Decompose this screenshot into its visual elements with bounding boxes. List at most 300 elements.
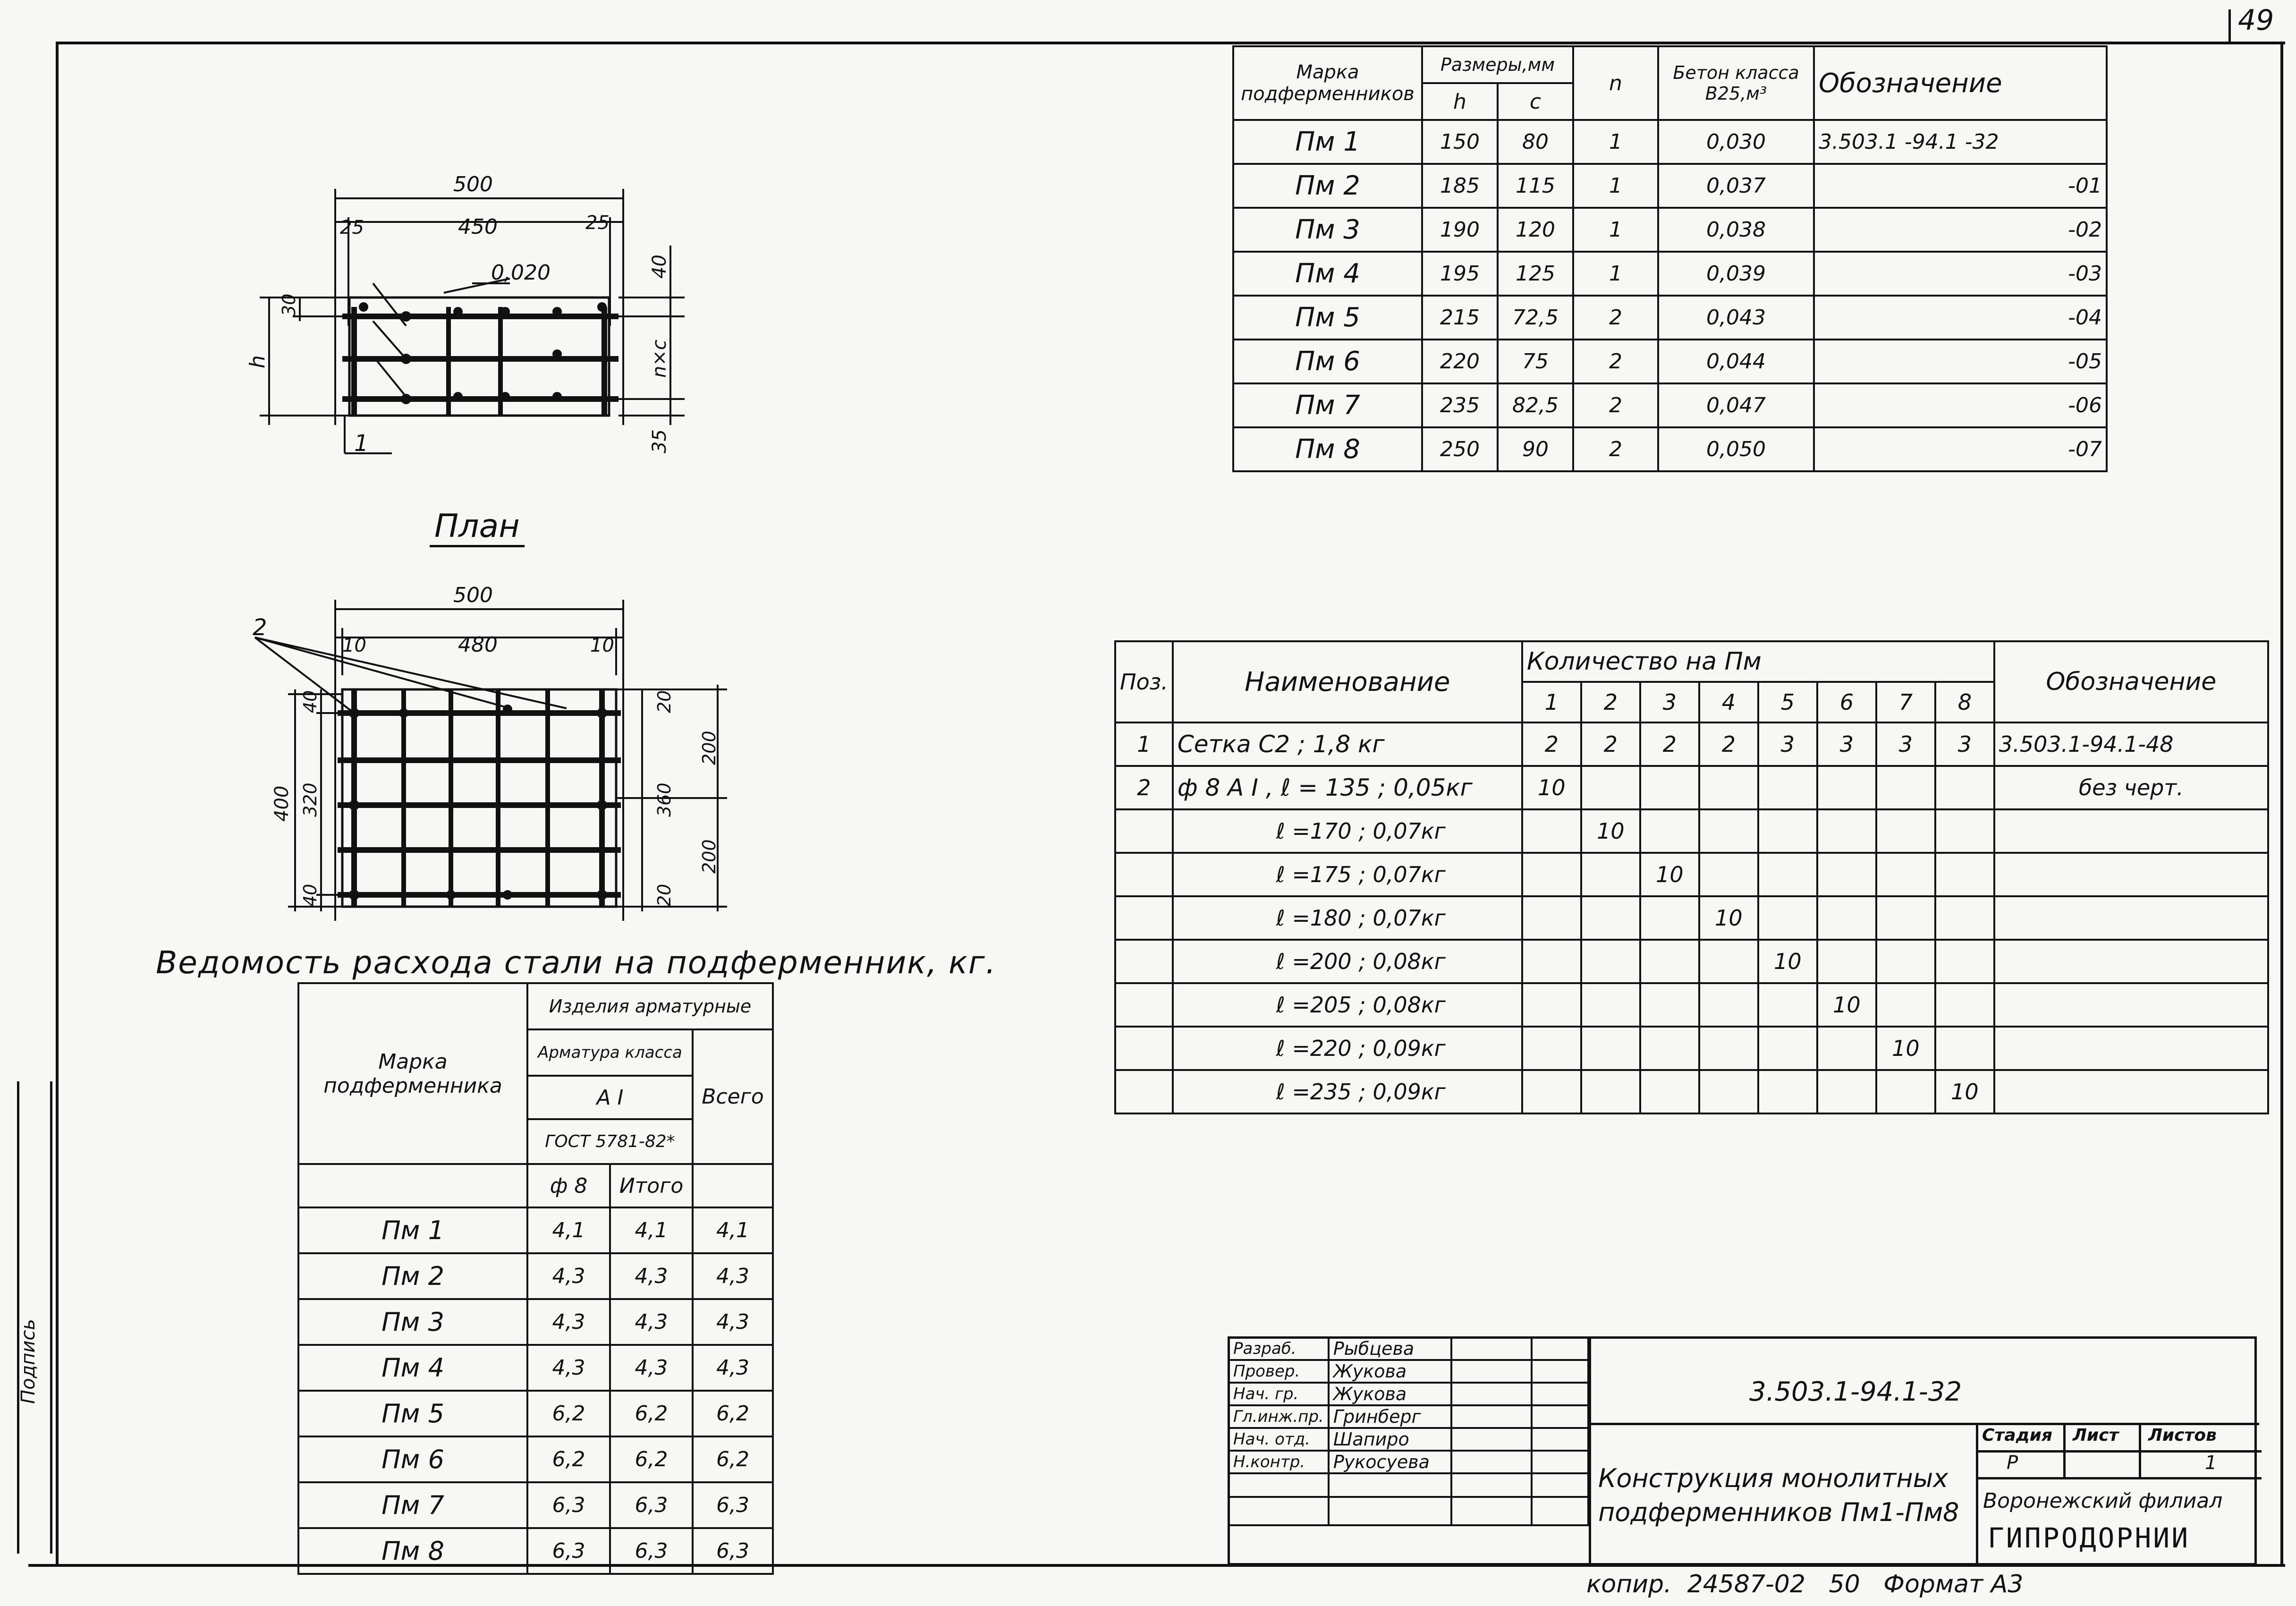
signer-role: Разраб. — [1228, 1337, 1329, 1360]
steel-cell-tot: 6,3 — [610, 1528, 693, 1574]
sizes-cell-mark: Пм 5 — [1233, 296, 1422, 340]
signer-name: Жукова — [1329, 1383, 1451, 1405]
signer-date — [1532, 1360, 1588, 1383]
sizes-h-h: h — [1422, 83, 1498, 120]
sizes-cell-n: 2 — [1573, 427, 1658, 471]
binding-strip-line2 — [50, 1081, 52, 1554]
steel-h-rebar: Арматура класса — [527, 1029, 693, 1076]
sizes-cell-desig: -01 — [1814, 164, 2107, 208]
signer-signature — [1451, 1405, 1532, 1428]
spec-cell-qty — [1935, 1027, 1994, 1070]
steel-cell-all: 4,1 — [693, 1207, 773, 1253]
spec-cell-desig — [1994, 896, 2268, 940]
spec-cell-qty — [1522, 940, 1581, 983]
spec-cell-pos — [1115, 809, 1173, 853]
signer-date — [1532, 1405, 1588, 1428]
sizes-cell-mark: Пм 3 — [1233, 208, 1422, 252]
sizes-cell-c: 72,5 — [1498, 296, 1573, 340]
steel-cell-tot: 4,3 — [610, 1299, 693, 1345]
steel-cell-tot: 6,2 — [610, 1391, 693, 1436]
spec-col-header: 7 — [1876, 682, 1935, 722]
signer-signature — [1451, 1337, 1532, 1360]
signer-name: Шапиро — [1329, 1428, 1451, 1451]
signer-role: Нач. отд. — [1228, 1428, 1329, 1451]
sizes-h-c: c — [1498, 83, 1573, 120]
spec-cell-qty — [1817, 853, 1876, 896]
spec-cell-pos — [1115, 940, 1173, 983]
sect-elev: 0,020 — [491, 261, 551, 285]
plan-dim-right: 10 — [590, 635, 614, 656]
sizes-cell-h: 185 — [1422, 164, 1498, 208]
spec-h-pos: Поз. — [1115, 641, 1173, 722]
sizes-h-concrete: Бетон класса В25,м³ — [1658, 46, 1814, 120]
signer-role: Провер. — [1228, 1360, 1329, 1383]
tb-stage-hl2 — [1978, 1477, 2262, 1479]
sizes-cell-n: 2 — [1573, 296, 1658, 340]
spec-cell-qty — [1640, 983, 1699, 1027]
signer-row — [1228, 1337, 1588, 1360]
spec-cell-name: ℓ =235 ; 0,09кг — [1173, 1070, 1522, 1113]
steel-table — [297, 982, 774, 1575]
plan-dim-middle: 480 — [458, 633, 498, 657]
plan-title: План — [430, 508, 525, 547]
spec-cell-qty — [1876, 896, 1935, 940]
spec-cell-name: Сетка С2 ; 1,8 кг — [1173, 722, 1522, 766]
steel-cell-phi: 4,3 — [527, 1299, 610, 1345]
tb-org2: ГИПРОДОРНИИ — [1988, 1522, 2190, 1554]
spec-cell-qty — [1758, 1027, 1817, 1070]
steel-cell-tot: 6,2 — [610, 1436, 693, 1482]
spec-cell-qty — [1522, 809, 1581, 853]
signer-row — [1228, 1405, 1588, 1428]
sizes-h-n: n — [1573, 46, 1658, 120]
spec-cell-qty: 10 — [1699, 896, 1758, 940]
spec-h-desig: Обозначение — [1994, 641, 2268, 722]
spec-cell-qty — [1699, 940, 1758, 983]
spec-row — [1115, 809, 2268, 853]
spec-cell-desig: без черт. — [1994, 766, 2268, 809]
section-drawing — [217, 170, 737, 472]
spec-col-header: 4 — [1699, 682, 1758, 722]
plan-left-total: 400 — [271, 785, 293, 822]
steel-cell-phi: 4,3 — [527, 1253, 610, 1299]
sizes-h-mark: Марка подферменников — [1233, 46, 1422, 120]
spec-col-header: 1 — [1522, 682, 1581, 722]
steel-cell-phi: 4,1 — [527, 1207, 610, 1253]
sizes-cell-conc: 0,050 — [1658, 427, 1814, 471]
spec-cell-qty — [1522, 853, 1581, 896]
sizes-cell-desig: -02 — [1814, 208, 2107, 252]
steel-row — [298, 1391, 773, 1436]
sizes-cell-c: 90 — [1498, 427, 1573, 471]
spec-cell-qty: 2 — [1522, 722, 1581, 766]
steel-cell-mark: Пм 5 — [298, 1391, 527, 1436]
spec-cell-qty — [1699, 1027, 1758, 1070]
signer-date — [1532, 1451, 1588, 1473]
spec-col-header: 3 — [1640, 682, 1699, 722]
spec-cell-qty: 3 — [1935, 722, 1994, 766]
tb-stage-hl1 — [1978, 1450, 2262, 1453]
plan-right-mid: 360 — [654, 782, 675, 817]
tb-stage-label: Стадия — [1982, 1426, 2052, 1445]
tb-sheets: 1 — [2205, 1452, 2217, 1474]
sizes-cell-mark: Пм 4 — [1233, 252, 1422, 296]
steel-cell-phi: 6,3 — [527, 1482, 610, 1528]
sect-dim-left: 25 — [340, 217, 364, 238]
tb-sheets-label: Листов — [2148, 1426, 2217, 1445]
steel-row — [298, 1482, 773, 1528]
steel-cell-mark: Пм 4 — [298, 1345, 527, 1391]
sect-dim-right-top: 40 — [649, 255, 670, 279]
spec-cell-qty — [1522, 896, 1581, 940]
signer-signature — [1451, 1451, 1532, 1473]
steel-cell-phi: 6,2 — [527, 1436, 610, 1482]
spec-cell-qty: 3 — [1758, 722, 1817, 766]
spec-cell-qty — [1640, 766, 1699, 809]
sizes-cell-c: 80 — [1498, 120, 1573, 164]
spec-cell-qty: 10 — [1581, 809, 1640, 853]
signer-row — [1228, 1383, 1588, 1405]
spec-h-name: Наименование — [1173, 641, 1522, 722]
sizes-row — [1233, 383, 2107, 427]
page-number: 49 — [2238, 4, 2274, 37]
sizes-cell-h: 235 — [1422, 383, 1498, 427]
signers-table — [1228, 1336, 1589, 1526]
signer-signature — [1451, 1383, 1532, 1405]
sizes-cell-h: 215 — [1422, 296, 1498, 340]
spec-h-qty: Количество на Пм — [1522, 641, 1994, 682]
spec-cell-pos: 1 — [1115, 722, 1173, 766]
steel-cell-mark: Пм 6 — [298, 1436, 527, 1482]
sect-label-1: 1 — [354, 430, 369, 457]
sizes-cell-n: 1 — [1573, 164, 1658, 208]
sizes-cell-mark: Пм 2 — [1233, 164, 1422, 208]
spec-cell-name: ℓ =175 ; 0,07кг — [1173, 853, 1522, 896]
plan-far-right-bot: 200 — [699, 839, 720, 874]
signer-row — [1228, 1451, 1588, 1473]
steel-cell-mark: Пм 8 — [298, 1528, 527, 1574]
spec-cell-qty — [1935, 853, 1994, 896]
sizes-cell-n: 1 — [1573, 120, 1658, 164]
spec-row — [1115, 766, 2268, 809]
spec-cell-qty — [1581, 1070, 1640, 1113]
spec-cell-qty — [1758, 983, 1817, 1027]
spec-cell-name: ℓ =205 ; 0,08кг — [1173, 983, 1522, 1027]
binding-strip-line — [17, 1081, 19, 1554]
steel-row — [298, 1299, 773, 1345]
signer-date — [1532, 1383, 1588, 1405]
spec-cell-pos: 2 — [1115, 766, 1173, 809]
sizes-cell-mark: Пм 8 — [1233, 427, 1422, 471]
spec-cell-qty — [1876, 940, 1935, 983]
spec-row — [1115, 1027, 2268, 1070]
signer-name: Жукова — [1329, 1360, 1451, 1383]
steel-h-blank — [298, 1164, 527, 1207]
sizes-cell-c: 115 — [1498, 164, 1573, 208]
tb-stage-box — [1976, 1423, 2262, 1565]
spec-cell-qty — [1640, 809, 1699, 853]
sect-dim-left-top: 30 — [279, 293, 299, 316]
plan-left-bot: 40 — [300, 884, 321, 907]
steel-cell-phi: 6,2 — [527, 1391, 610, 1436]
steel-cell-tot: 4,1 — [610, 1207, 693, 1253]
spec-cell-qty: 2 — [1640, 722, 1699, 766]
spec-cell-pos — [1115, 896, 1173, 940]
sizes-cell-h: 250 — [1422, 427, 1498, 471]
spec-cell-desig — [1994, 853, 2268, 896]
steel-h-blank2 — [693, 1164, 773, 1207]
sizes-cell-n: 2 — [1573, 383, 1658, 427]
steel-cell-tot: 6,3 — [610, 1482, 693, 1528]
sizes-cell-conc: 0,044 — [1658, 340, 1814, 383]
sizes-cell-h: 150 — [1422, 120, 1498, 164]
sect-dim-left-h: h — [246, 355, 270, 368]
steel-h-class: А I — [527, 1076, 693, 1119]
steel-row — [298, 1253, 773, 1299]
sizes-row — [1233, 208, 2107, 252]
spec-cell-name: ф 8 А I , ℓ = 135 ; 0,05кг — [1173, 766, 1522, 809]
steel-cell-all: 6,2 — [693, 1436, 773, 1482]
spec-cell-qty — [1758, 853, 1817, 896]
spec-cell-qty — [1817, 809, 1876, 853]
sizes-h-desig: Обозначение — [1814, 46, 2107, 120]
steel-h-total: Итого — [610, 1164, 693, 1207]
steel-cell-all: 4,3 — [693, 1253, 773, 1299]
spec-cell-name: ℓ =220 ; 0,09кг — [1173, 1027, 1522, 1070]
plan-right-bot: 20 — [654, 884, 675, 907]
steel-cell-tot: 4,3 — [610, 1345, 693, 1391]
spec-cell-qty — [1876, 1070, 1935, 1113]
spec-cell-qty — [1699, 809, 1758, 853]
spec-cell-qty — [1817, 1070, 1876, 1113]
steel-cell-mark: Пм 3 — [298, 1299, 527, 1345]
spec-cell-qty — [1699, 853, 1758, 896]
steel-row — [298, 1207, 773, 1253]
spec-cell-qty: 10 — [1817, 983, 1876, 1027]
steel-cell-tot: 4,3 — [610, 1253, 693, 1299]
sizes-cell-desig: -05 — [1814, 340, 2107, 383]
plan-drawing — [217, 581, 784, 930]
signer-row — [1228, 1360, 1588, 1383]
signer-name: Рыбцева — [1329, 1337, 1451, 1360]
steel-title: Ведомость расхода стали на подферменник, кг. — [156, 944, 997, 981]
steel-row — [298, 1528, 773, 1574]
steel-cell-all: 6,2 — [693, 1391, 773, 1436]
sizes-row — [1233, 296, 2107, 340]
sect-dim-middle: 450 — [458, 215, 498, 239]
sizes-cell-desig: 3.503.1 -94.1 -32 — [1814, 120, 2107, 164]
spec-cell-qty — [1935, 766, 1994, 809]
sizes-cell-n: 1 — [1573, 252, 1658, 296]
sizes-cell-n: 1 — [1573, 208, 1658, 252]
sect-dim-right: 25 — [585, 212, 610, 234]
spec-cell-qty — [1758, 1070, 1817, 1113]
frame-right — [2280, 42, 2283, 1567]
plan-label-2: 2 — [253, 614, 267, 641]
sizes-cell-conc: 0,047 — [1658, 383, 1814, 427]
plan-left-mid: 320 — [300, 782, 321, 817]
spec-cell-qty — [1935, 940, 1994, 983]
spec-col-header: 8 — [1935, 682, 1994, 722]
spec-cell-qty — [1581, 940, 1640, 983]
tb-stage-vl1 — [2063, 1423, 2066, 1477]
sizes-cell-conc: 0,030 — [1658, 120, 1814, 164]
signer-name: Рукосуева — [1329, 1451, 1451, 1473]
steel-cell-mark: Пм 1 — [298, 1207, 527, 1253]
tb-stage: Р — [2007, 1452, 2018, 1474]
steel-cell-mark: Пм 7 — [298, 1482, 527, 1528]
spec-table — [1114, 640, 2269, 1114]
spec-cell-qty — [1581, 766, 1640, 809]
sizes-cell-c: 120 — [1498, 208, 1573, 252]
spec-cell-qty — [1640, 1027, 1699, 1070]
spec-cell-qty — [1581, 853, 1640, 896]
signer-signature — [1451, 1428, 1532, 1451]
spec-cell-pos — [1115, 983, 1173, 1027]
spec-cell-qty — [1640, 896, 1699, 940]
spec-cell-desig: 3.503.1-94.1-48 — [1994, 722, 2268, 766]
spec-row — [1115, 896, 2268, 940]
plan-dim-left: 10 — [342, 635, 366, 656]
spec-cell-qty: 10 — [1758, 940, 1817, 983]
sizes-cell-c: 75 — [1498, 340, 1573, 383]
spec-row — [1115, 940, 2268, 983]
spec-cell-qty: 10 — [1522, 766, 1581, 809]
steel-cell-all: 6,3 — [693, 1528, 773, 1574]
spec-cell-qty: 3 — [1876, 722, 1935, 766]
signer-date — [1532, 1337, 1588, 1360]
sizes-cell-desig: -03 — [1814, 252, 2107, 296]
spec-cell-qty — [1640, 1070, 1699, 1113]
steel-h-phi: ф 8 — [527, 1164, 610, 1207]
spec-col-header: 6 — [1817, 682, 1876, 722]
signer-name: Гринберг — [1329, 1405, 1451, 1428]
plan-right-top: 20 — [654, 690, 675, 713]
footer-text: копир. 24587-02 50 Формат А3 — [1586, 1570, 2024, 1598]
spec-cell-qty — [1522, 1027, 1581, 1070]
sizes-cell-conc: 0,039 — [1658, 252, 1814, 296]
spec-row — [1115, 853, 2268, 896]
spec-cell-qty — [1817, 766, 1876, 809]
steel-cell-phi: 6,3 — [527, 1528, 610, 1574]
sizes-cell-desig: -04 — [1814, 296, 2107, 340]
spec-cell-qty — [1758, 896, 1817, 940]
sizes-h-sizes: Размеры,мм — [1422, 46, 1573, 83]
spec-cell-desig — [1994, 1070, 2268, 1113]
spec-col-header: 2 — [1581, 682, 1640, 722]
title-block — [1228, 1336, 2257, 1565]
steel-h-items: Изделия арматурные — [527, 983, 773, 1029]
signer-role: Гл.инж.пр. — [1228, 1405, 1329, 1428]
tb-org1: Воронежский филиал — [1983, 1489, 2223, 1513]
spec-cell-qty — [1817, 940, 1876, 983]
signer-signature — [1451, 1360, 1532, 1383]
spec-cell-desig — [1994, 940, 2268, 983]
spec-cell-qty — [1876, 983, 1935, 1027]
spec-cell-qty — [1817, 1027, 1876, 1070]
spec-row — [1115, 983, 2268, 1027]
sizes-row — [1233, 164, 2107, 208]
steel-cell-all: 4,3 — [693, 1299, 773, 1345]
spec-cell-desig — [1994, 809, 2268, 853]
spec-cell-qty — [1876, 766, 1935, 809]
tb-stage-vl2 — [2139, 1423, 2141, 1477]
spec-cell-qty — [1817, 896, 1876, 940]
plan-left-top: 40 — [300, 690, 321, 713]
plan-far-right-top: 200 — [699, 731, 720, 765]
sect-dim-right-bot: 35 — [649, 429, 670, 453]
sizes-cell-desig: -07 — [1814, 427, 2107, 471]
spec-cell-qty: 2 — [1581, 722, 1640, 766]
plan-dim-overall: 500 — [453, 583, 493, 607]
sizes-row — [1233, 340, 2107, 383]
spec-cell-pos — [1115, 1027, 1173, 1070]
signer-role: Нач. гр. — [1228, 1383, 1329, 1405]
spec-cell-desig — [1994, 1027, 2268, 1070]
spec-cell-qty — [1935, 809, 1994, 853]
sizes-cell-c: 125 — [1498, 252, 1573, 296]
tb-title-text: Конструкция монолитных подферменников Пм1-Пм8 — [1598, 1463, 1959, 1527]
tb-sheet-label: Лист — [2073, 1426, 2119, 1445]
spec-cell-qty — [1522, 983, 1581, 1027]
spec-cell-qty — [1581, 896, 1640, 940]
steel-cell-phi: 4,3 — [527, 1345, 610, 1391]
sizes-cell-c: 82,5 — [1498, 383, 1573, 427]
spec-cell-name: ℓ =180 ; 0,07кг — [1173, 896, 1522, 940]
spec-cell-qty — [1640, 940, 1699, 983]
sect-dim-right-mid: n×c — [649, 340, 670, 378]
sizes-row — [1233, 252, 2107, 296]
spec-cell-qty: 10 — [1935, 1070, 1994, 1113]
sect-dim-overall: 500 — [453, 172, 493, 196]
spec-cell-qty — [1935, 896, 1994, 940]
sizes-cell-n: 2 — [1573, 340, 1658, 383]
spec-cell-qty — [1876, 853, 1935, 896]
frame-top — [57, 42, 2285, 44]
sizes-cell-mark: Пм 7 — [1233, 383, 1422, 427]
spec-cell-pos — [1115, 1070, 1173, 1113]
tb-code: 3.503.1-94.1-32 — [1749, 1377, 1962, 1407]
spec-cell-qty — [1522, 1070, 1581, 1113]
spec-cell-name: ℓ =170 ; 0,07кг — [1173, 809, 1522, 853]
signer-date — [1532, 1428, 1588, 1451]
sizes-table — [1232, 45, 2108, 472]
sizes-cell-h: 220 — [1422, 340, 1498, 383]
frame-left — [56, 42, 59, 1567]
steel-cell-mark: Пм 2 — [298, 1253, 527, 1299]
sizes-cell-mark: Пм 1 — [1233, 120, 1422, 164]
steel-h-mark: Марка подферменника — [298, 983, 527, 1164]
steel-cell-all: 6,3 — [693, 1482, 773, 1528]
spec-cell-qty — [1581, 983, 1640, 1027]
steel-h-gost: ГОСТ 5781-82* — [527, 1119, 693, 1164]
spec-cell-desig — [1994, 983, 2268, 1027]
spec-cell-qty — [1935, 983, 1994, 1027]
steel-row — [298, 1345, 773, 1391]
sizes-cell-h: 195 — [1422, 252, 1498, 296]
spec-cell-pos — [1115, 853, 1173, 896]
spec-cell-qty — [1758, 766, 1817, 809]
spec-cell-name: ℓ =200 ; 0,08кг — [1173, 940, 1522, 983]
tb-vline — [1589, 1339, 1591, 1565]
spec-cell-qty: 10 — [1876, 1027, 1935, 1070]
sizes-cell-conc: 0,038 — [1658, 208, 1814, 252]
signer-role: Н.контр. — [1228, 1451, 1329, 1473]
spec-cell-qty — [1758, 809, 1817, 853]
spec-cell-qty — [1699, 766, 1758, 809]
pagenum-divider — [2228, 9, 2231, 42]
side-label: Подпись — [17, 1319, 39, 1404]
